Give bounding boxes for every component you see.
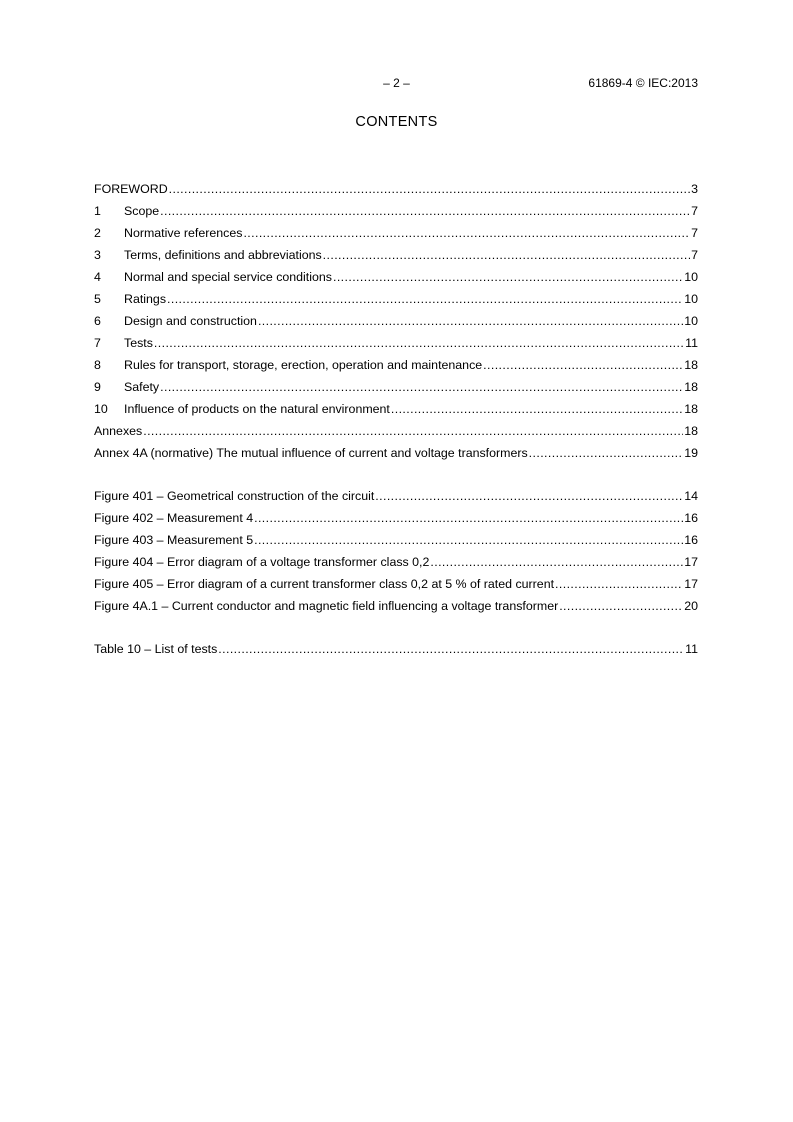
toc-entry-number: 4: [94, 270, 101, 284]
toc-entry-label: Rules for transport, storage, erection, operation and maintenance: [124, 358, 483, 372]
toc-entry-page: 18: [684, 380, 698, 394]
dot-leader: [258, 310, 683, 332]
toc-entry-number: 8: [94, 358, 101, 372]
figure-entry-401[interactable]: [94, 485, 698, 507]
figure-entry-402[interactable]: [94, 507, 698, 529]
toc-entry-label: Ratings: [124, 292, 167, 306]
page-header: [95, 76, 698, 92]
toc-entry-number: 5: [94, 292, 101, 306]
figure-entry-page: 17: [684, 555, 698, 569]
table-entry-label: Table 10 – List of tests: [94, 642, 218, 656]
contents-title: CONTENTS: [355, 114, 438, 130]
toc-entry-page: 7: [691, 226, 698, 240]
dot-leader: [483, 354, 683, 376]
figure-entry-404[interactable]: [94, 551, 698, 573]
toc-entry-label: Design and construction: [124, 314, 257, 328]
figure-entry-page: 16: [684, 511, 698, 525]
toc-entry-page: 18: [684, 424, 698, 438]
toc-entry-page: 10: [684, 314, 698, 328]
toc-entry-service-conditions[interactable]: [94, 266, 698, 288]
toc-entry-label: Tests: [124, 336, 153, 350]
toc-entry-scope[interactable]: [94, 200, 698, 222]
toc-entry-page: 7: [691, 204, 698, 218]
toc-entry-page: 11: [685, 336, 698, 350]
dot-leader: [559, 595, 683, 617]
toc-entry-normative-references[interactable]: [94, 222, 698, 244]
figure-entry-label: Figure 4A.1 – Current conductor and magnetic field influencing a voltage transformer: [94, 599, 559, 613]
dot-leader: [333, 266, 683, 288]
figure-entry-page: 16: [684, 533, 698, 547]
figure-entry-label: Figure 403 – Measurement 5: [94, 533, 254, 547]
toc-entry-rules-transport[interactable]: [94, 354, 698, 376]
toc-entry-tests[interactable]: [94, 332, 698, 354]
toc-entry-terms-definitions[interactable]: [94, 244, 698, 266]
dot-leader: [160, 200, 690, 222]
toc-entry-number: 6: [94, 314, 101, 328]
toc-entry-label: Scope: [124, 204, 160, 218]
toc-entry-label: Normal and special service conditions: [124, 270, 332, 284]
toc-entry-label: Annex 4A (normative) The mutual influence of current and voltage transformers: [94, 446, 528, 460]
dot-leader: [169, 178, 690, 200]
toc-entry-ratings[interactable]: [94, 288, 698, 310]
figure-entry-405[interactable]: [94, 573, 698, 595]
list-of-tables: [94, 638, 698, 660]
toc-entry-annex-4a[interactable]: [94, 442, 698, 464]
figure-entry-label: Figure 404 – Error diagram of a voltage transformer class 0,2: [94, 555, 430, 569]
list-of-figures: [94, 485, 698, 617]
toc-entry-number: 10: [94, 402, 108, 416]
toc-entry-number: 7: [94, 336, 101, 350]
figure-entry-page: 20: [684, 599, 698, 613]
dot-leader: [154, 332, 684, 354]
toc-entry-page: 10: [684, 270, 698, 284]
toc-entry-number: 9: [94, 380, 101, 394]
toc-entry-page: 19: [684, 446, 698, 460]
dot-leader: [555, 573, 683, 595]
dot-leader: [254, 529, 683, 551]
dot-leader: [167, 288, 683, 310]
dot-leader: [243, 222, 690, 244]
toc-entry-annexes[interactable]: [94, 420, 698, 442]
toc-entry-page: 3: [691, 182, 698, 196]
toc-entry-label: Annexes: [94, 424, 143, 438]
document-reference: 61869-4 © IEC:2013: [588, 76, 698, 90]
toc-entry-number: 2: [94, 226, 101, 240]
toc-entry-page: 18: [684, 402, 698, 416]
contents-list: [94, 178, 698, 464]
dot-leader: [375, 485, 683, 507]
toc-entry-number: 3: [94, 248, 101, 262]
toc-entry-design-construction[interactable]: [94, 310, 698, 332]
figure-entry-page: 17: [684, 577, 698, 591]
figure-entry-4a1[interactable]: [94, 595, 698, 617]
toc-entry-foreword[interactable]: [94, 178, 698, 200]
dot-leader: [430, 551, 683, 573]
dot-leader: [218, 638, 684, 660]
figure-entry-label: Figure 405 – Error diagram of a current transformer class 0,2 at 5 % of rated current: [94, 577, 555, 591]
dot-leader: [391, 398, 683, 420]
dot-leader: [529, 442, 684, 464]
toc-entry-label: Influence of products on the natural environment: [124, 402, 390, 416]
toc-entry-number: 1: [94, 204, 101, 218]
toc-entry-page: 18: [684, 358, 698, 372]
table-entry-page: 11: [685, 642, 698, 656]
dot-leader: [160, 376, 683, 398]
dot-leader: [143, 420, 683, 442]
toc-entry-label: Normative references: [124, 226, 243, 240]
dot-leader: [323, 244, 690, 266]
toc-entry-page: 7: [691, 248, 698, 262]
toc-entry-environment[interactable]: [94, 398, 698, 420]
page-number: – 2 –: [383, 76, 410, 90]
figure-entry-403[interactable]: [94, 529, 698, 551]
figure-entry-label: Figure 402 – Measurement 4: [94, 511, 254, 525]
toc-entry-page: 10: [684, 292, 698, 306]
toc-entry-label: FOREWORD: [94, 182, 168, 196]
figure-entry-page: 14: [684, 489, 698, 503]
toc-entry-label: Safety: [124, 380, 160, 394]
dot-leader: [254, 507, 683, 529]
table-entry-10[interactable]: [94, 638, 698, 660]
figure-entry-label: Figure 401 – Geometrical construction of the circuit: [94, 489, 375, 503]
toc-entry-safety[interactable]: [94, 376, 698, 398]
toc-entry-label: Terms, definitions and abbreviations: [124, 248, 322, 262]
